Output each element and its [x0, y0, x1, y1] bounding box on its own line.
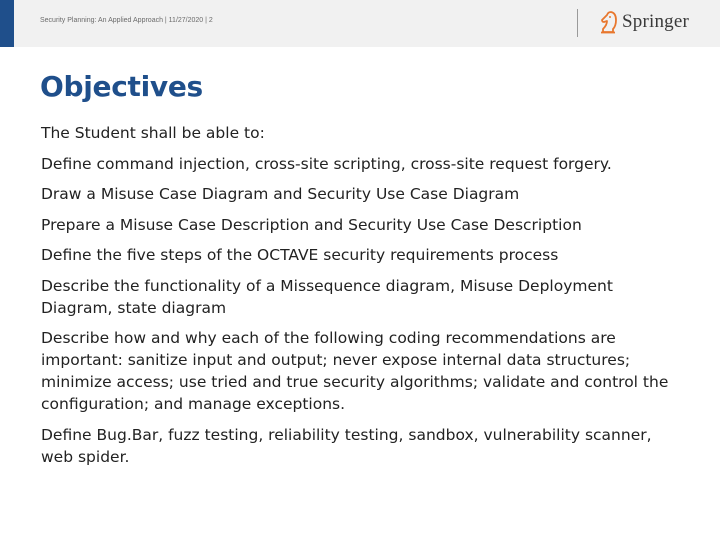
list-item: Define the five steps of the OCTAVE security requirements process: [41, 246, 559, 264]
logo-text: Springer: [622, 11, 690, 32]
list-item: Define command injection, cross-site scripting, cross-site request forgery.: [41, 154, 612, 173]
list-item: Prepare a Misuse Case Description and Security Use Case Description: [41, 215, 582, 234]
footer-text: Security Planning: An Applied Approach | 11/27/2020 | 2: [40, 17, 213, 24]
chess-knight-icon: [598, 10, 620, 34]
slide-header: [0, 0, 720, 47]
objectives-list: [41, 122, 681, 476]
list-item: Draw a Misuse Case Diagram and Security Use Case Diagram: [41, 185, 520, 203]
list-item: Describe how and why each of the following coding recommendations are important: sanitize input and output; never expose internal data structures; minimize access; use tried and true security algorithms; validate and control the configuration; and manage exceptions.: [41, 329, 669, 413]
list-item: Describe the functionality of a Missequence diagram, Misuse Deployment Diagram, state diagram: [41, 276, 613, 317]
springer-logo: [598, 10, 689, 34]
slide-title: Objectives: [40, 70, 203, 103]
accent-strip: [0, 0, 14, 47]
header-divider: [577, 9, 578, 37]
list-item: Define Bug.Bar, fuzz testing, reliability testing, sandbox, vulnerability scanner, web spider.: [41, 425, 652, 466]
list-item: The Student shall be able to:: [41, 124, 265, 142]
